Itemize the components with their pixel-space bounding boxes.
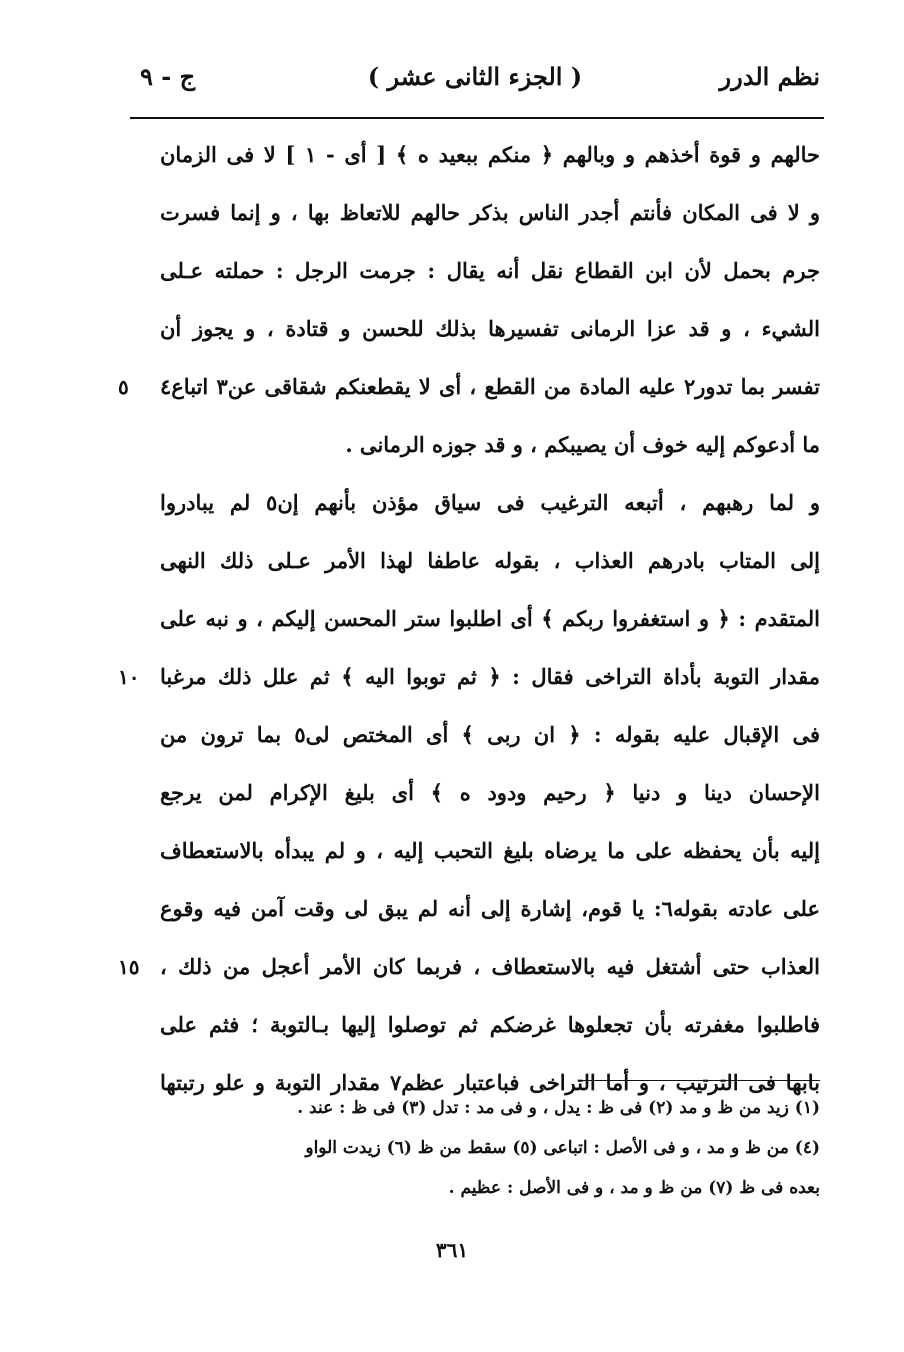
text-line: حالهم و قوة أخذهم و وبالهم ﴿ منكم ببعيد ه ﴾ [ أى - ١ ] لا فى الزمان — [160, 142, 820, 167]
text-line: الإحسان دينا و دنيا ﴿ رحيم ودود ه ﴾ أى بليغ الإكرام لمن يرجع — [160, 780, 820, 805]
header-rule — [130, 117, 824, 119]
text-line: بابها فى الترتيب ، و أما التراخى فباعتبار عظم٧ مقدار التوبة و علو رتبتها — [160, 1070, 820, 1095]
text-line: المتقدم : ﴿ و استغفروا ربكم ﴾ أى اطلبوا ستر المحسن إليكم ، و نبه على — [160, 606, 820, 631]
line-number: ١٠ — [118, 665, 140, 689]
footnote-rule — [580, 1080, 820, 1081]
main-text — [118, 126, 821, 1112]
text-line: إليه بأن يحفظه على ما يرضاه بليغ التحبب إليه ، و لم يبدأه بالاستعطاف — [160, 838, 820, 863]
text-line: فاطلبوا مغفرته بأن تجعلوها غرضكم ثم توصلوا إليها بـالتوبة ؛ فثم على — [160, 1012, 820, 1037]
line-number: ١٥ — [118, 955, 140, 979]
text-line: الشيء ، و قد عزا الرمانى تفسيرها بذلك للحسن و قتادة ، و يجوز أن — [160, 316, 820, 341]
footnote-line: (٤) من ظ و مد ، و فى الأصل : اتباعى (٥) سقط من ظ (٦) زيدت الواو — [305, 1138, 820, 1158]
text-line: و لا فى المكان فأنتم أجدر الناس بذكر حالهم للاتعاظ بها ، و إنما فسرت — [160, 200, 820, 225]
page-number: ٣٦١ — [435, 1238, 469, 1262]
text-line: تفسر بما تدور٢ عليه المادة من القطع ، أى لا يقطعنكم شقاقى عن٣ اتباع٤ ٥ — [160, 358, 820, 416]
text-line: مقدار التوبة بأداة التراخى فقال : ﴿ ثم توبوا اليه ﴾ ثم علل ذلك مرغبا ١٠ — [160, 648, 820, 706]
line-number: ٥ — [118, 375, 129, 399]
book-title: نظم الدرر — [719, 62, 820, 91]
volume-label: ج - ٩ — [140, 62, 196, 91]
footnotes — [170, 1088, 820, 1208]
part-label: ( الجزء الثانى عشر ) — [367, 62, 583, 91]
text-line: إلى المتاب بادرهم العذاب ، بقوله عاطفا لهذا الأمر عـلى ذلك النهى — [160, 548, 820, 573]
text-line: على عادته بقوله٦: يا قوم، إشارة إلى أنه لم يبق لى وقت آمن فيه وقوع — [160, 896, 820, 921]
text-line: العذاب حتى أشتغل فيه بالاستعطاف ، فربما كان الأمر أعجل من ذلك ، ١٥ — [160, 938, 820, 996]
text-line: ما أدعوكم إليه خوف أن يصيبكم ، و قد جوزه الرمانى . — [345, 432, 820, 457]
text-line: فى الإقبال عليه بقوله : ﴿ ان ربى ﴾ أى المختص لى٥ بما ترون من — [160, 722, 820, 747]
running-header — [130, 52, 820, 102]
footnote-line: بعده فى ظ (٧) من ظ و مد ، و فى الأصل : عظيم . — [448, 1178, 820, 1198]
text-line: جرم بحمل لأن ابن القطاع نقل أنه يقال : جرمت الرجل : حملته عـلى — [160, 258, 820, 283]
text-line: و لما رهبهم ، أتبعه الترغيب فى سياق مؤذن بأنهم إن٥ لم يبادروا — [160, 490, 821, 515]
footnote-line: (١) زيد من ظ و مد (٢) فى ظ : يدل ، و فى مد : تدل (٣) فى ظ : عند . — [297, 1098, 820, 1118]
